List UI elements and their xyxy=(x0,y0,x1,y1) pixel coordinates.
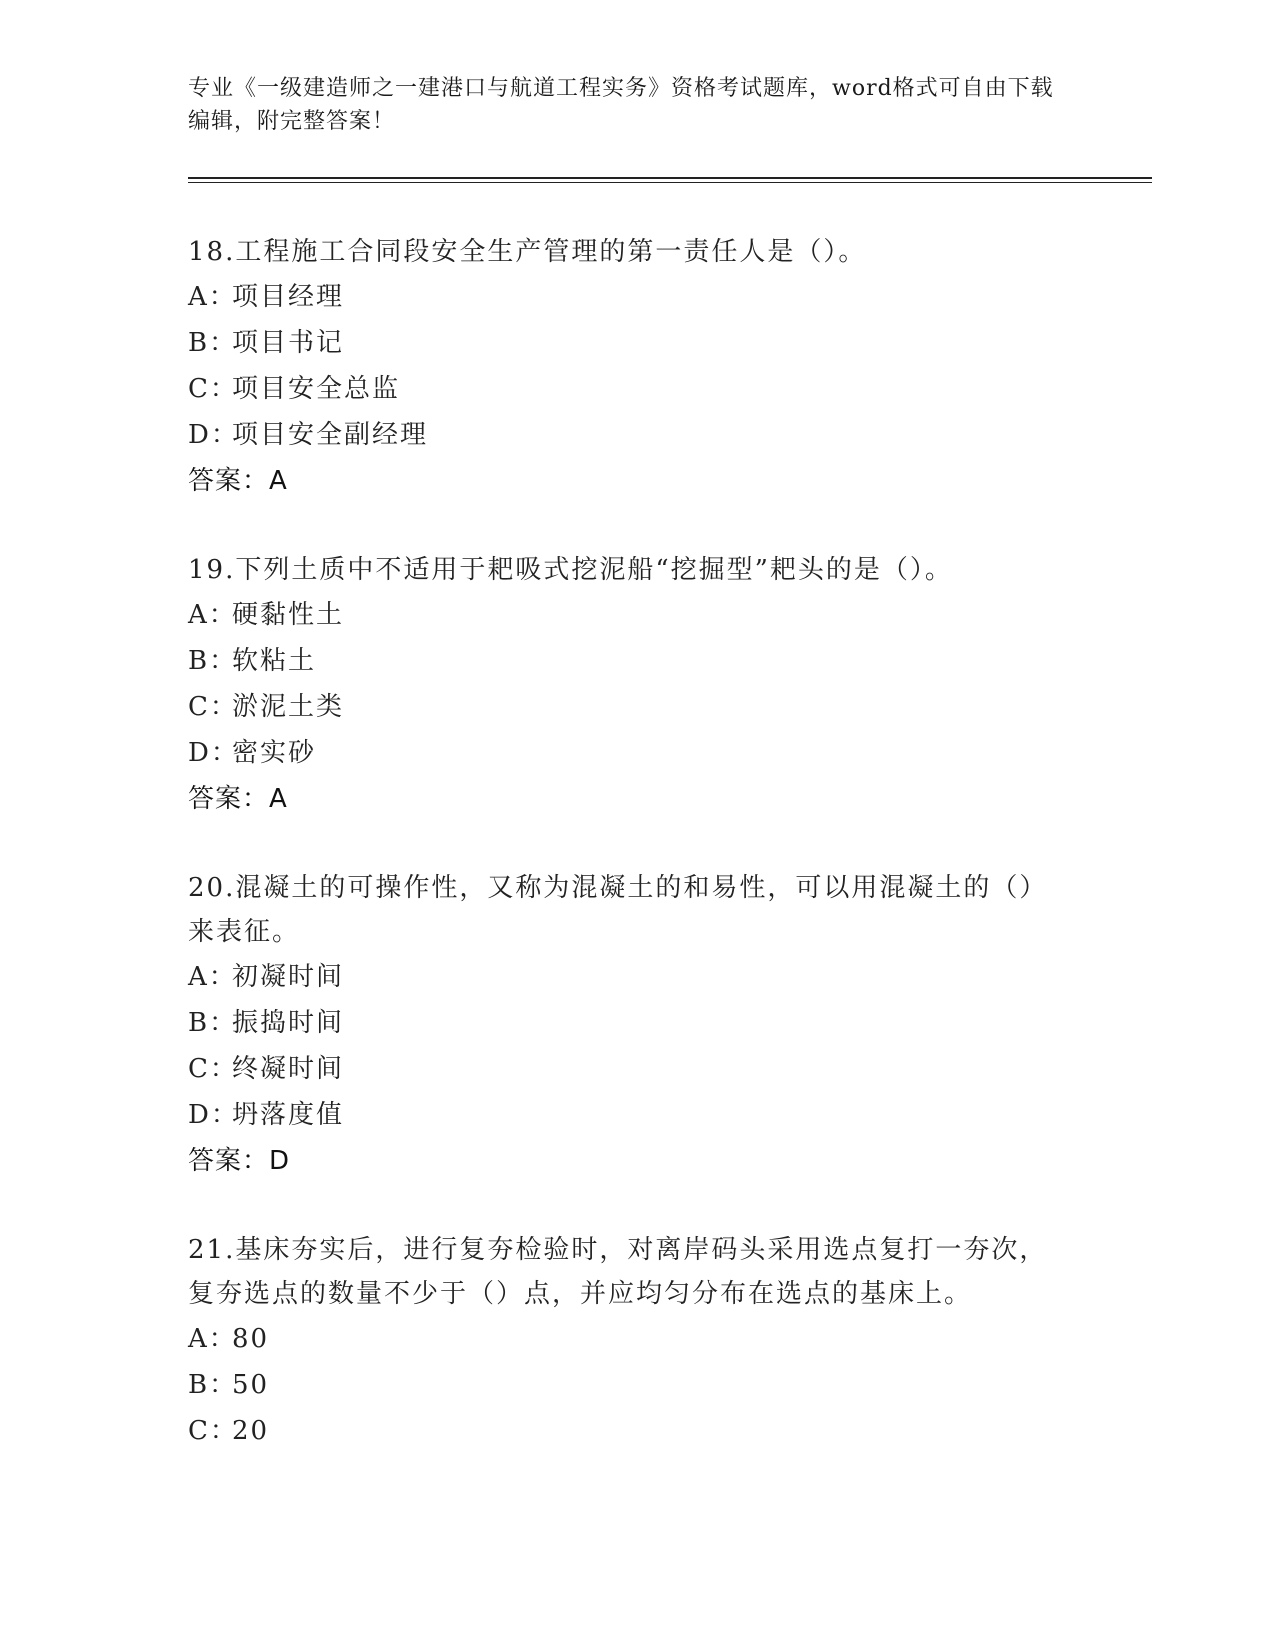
option-key: A： xyxy=(188,282,237,312)
option-key: C： xyxy=(188,1054,238,1084)
question-stem: 20.混凝土的可操作性，又称为混凝土的和易性，可以用混凝土的（）来表征。 xyxy=(188,873,1048,947)
option-text: 初凝时间 xyxy=(232,962,345,992)
option-key: B： xyxy=(188,646,238,676)
option-text: 项目经理 xyxy=(232,282,345,312)
option-b xyxy=(188,1362,1068,1408)
option-key: C： xyxy=(188,692,238,722)
option-text: 淤泥土类 xyxy=(232,692,345,722)
question-stem: 21.基床夯实后，进行复夯检验时，对离岸码头采用选点复打一夯次，复夯选点的数量不少于（）点，并应均匀分布在选点的基床上。 xyxy=(188,1235,1048,1309)
option-key: B： xyxy=(188,1008,238,1038)
question-stem: 18.工程施工合同段安全生产管理的第一责任人是（）。 xyxy=(188,237,867,267)
option-key: D： xyxy=(188,738,239,768)
question-18 xyxy=(188,230,1068,504)
option-c xyxy=(188,1408,1068,1454)
option-text: 项目安全副经理 xyxy=(232,420,429,450)
option-text: 50 xyxy=(232,1370,270,1400)
option-text: 坍落度值 xyxy=(232,1100,345,1130)
question-stem: 19.下列土质中不适用于耙吸式挖泥船“挖掘型”耙头的是（）。 xyxy=(188,555,953,585)
option-text: 80 xyxy=(232,1324,270,1354)
option-text: 项目书记 xyxy=(232,328,345,358)
option-key: C： xyxy=(188,1416,238,1446)
option-a xyxy=(188,1316,1068,1362)
option-a xyxy=(188,954,1068,1000)
option-key: D： xyxy=(188,1100,239,1130)
option-a xyxy=(188,274,1068,320)
option-b xyxy=(188,638,1068,684)
option-text: 项目安全总监 xyxy=(232,374,401,404)
option-text: 20 xyxy=(232,1416,270,1446)
question-19 xyxy=(188,548,1068,822)
option-b xyxy=(188,1000,1068,1046)
option-text: 硬黏性土 xyxy=(232,600,345,630)
option-key: A： xyxy=(188,600,237,630)
document-header-text: 专业《一级建造师之一建港口与航道工程实务》资格考试题库，word格式可自由下载编辑，附完整答案！ xyxy=(188,76,1054,134)
option-text: 密实砂 xyxy=(232,738,317,768)
option-b xyxy=(188,320,1068,366)
option-c xyxy=(188,684,1068,730)
option-text: 终凝时间 xyxy=(232,1054,345,1084)
option-d xyxy=(188,1092,1068,1138)
option-key: A： xyxy=(188,962,237,992)
option-key: D： xyxy=(188,420,239,450)
option-text: 振捣时间 xyxy=(232,1008,345,1038)
option-key: C： xyxy=(188,374,238,404)
answer-line: 答案：A xyxy=(188,466,288,496)
option-key: A： xyxy=(188,1324,237,1354)
option-d xyxy=(188,412,1068,458)
option-d xyxy=(188,730,1068,776)
option-a xyxy=(188,592,1068,638)
option-text: 软粘土 xyxy=(232,646,317,676)
answer-line: 答案：A xyxy=(188,784,288,814)
option-c xyxy=(188,366,1068,412)
option-key: B： xyxy=(188,328,238,358)
answer-line: 答案：D xyxy=(188,1146,291,1176)
question-20 xyxy=(188,866,1068,1184)
header-divider-thick xyxy=(188,177,1152,179)
header-divider-thin xyxy=(188,182,1152,183)
option-key: B： xyxy=(188,1370,238,1400)
question-21 xyxy=(188,1228,1068,1454)
option-c xyxy=(188,1046,1068,1092)
